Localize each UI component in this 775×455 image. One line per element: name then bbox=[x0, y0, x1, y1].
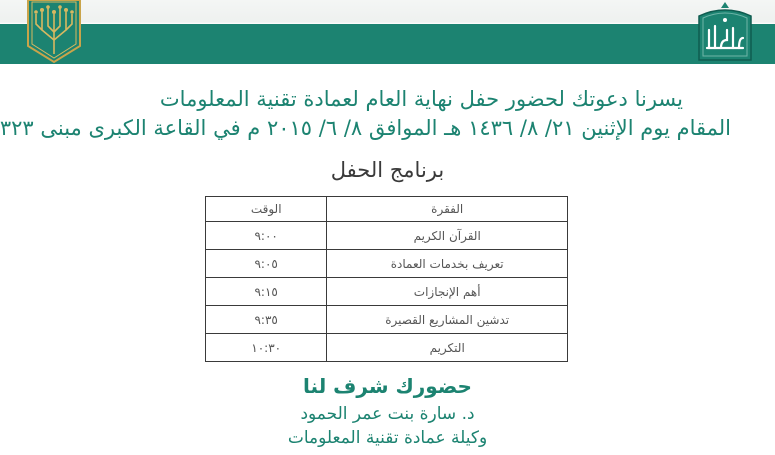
table-row bbox=[206, 222, 568, 250]
invitation-line-2: المقام يوم الإثنين ٢١/ ٨/ ١٤٣٦ هـ الموافق ٨/ ٦/ ٢٠١٥ م في القاعة الكبرى مبنى ٣٢٣ bbox=[0, 116, 731, 140]
closing-message: حضورك شرف لنا bbox=[303, 374, 472, 398]
invitation-line-1: يسرنا دعوتك لحضور حفل نهاية العام لعمادة تقنية المعلومات bbox=[159, 87, 683, 111]
table-header-row bbox=[206, 197, 568, 222]
column-header-time: الوقت bbox=[206, 197, 327, 222]
program-time: ٩:٣٥ bbox=[206, 306, 327, 334]
program-time: ٩:٠٥ bbox=[206, 250, 327, 278]
program-item: القرآن الكريم bbox=[327, 222, 568, 250]
imam-university-logo-icon bbox=[693, 0, 757, 64]
program-item: التكريم bbox=[327, 334, 568, 362]
signatory-title: وكيلة عمادة تقنية المعلومات bbox=[287, 428, 488, 448]
program-item: تعريف بخدمات العمادة bbox=[327, 250, 568, 278]
program-time: ٩:١٥ bbox=[206, 278, 327, 306]
column-header-item: الفقرة bbox=[327, 197, 568, 222]
program-item: أهم الإنجازات bbox=[327, 278, 568, 306]
digital-tree-emblem-icon bbox=[24, 0, 84, 64]
program-title: برنامج الحفل bbox=[330, 158, 445, 182]
table-row bbox=[206, 278, 568, 306]
program-time: ٩:٠٠ bbox=[206, 222, 327, 250]
program-table bbox=[205, 196, 568, 362]
table-row bbox=[206, 250, 568, 278]
program-item: تدشين المشاريع القصيرة bbox=[327, 306, 568, 334]
program-time: ١٠:٣٠ bbox=[206, 334, 327, 362]
signatory-name: د. سارة بنت عمر الحمود bbox=[300, 404, 475, 424]
table-row bbox=[206, 306, 568, 334]
header-teal-bar bbox=[0, 24, 775, 64]
table-row bbox=[206, 334, 568, 362]
